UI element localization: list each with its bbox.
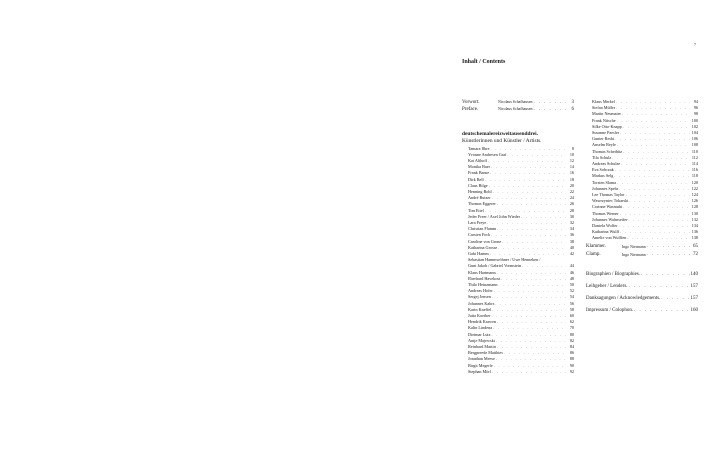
back-matter-4 [586,308,698,314]
artist-page: 46 [569,269,574,275]
artist-name: Johannes Spehr [592,185,619,191]
artist-name: Johannes Kahrs [468,300,495,306]
artist-name: Carsten Fock [468,232,491,238]
artist-page: 36 [569,232,574,238]
note-entries [586,243,698,259]
artist-name: Birgit Megerle [468,362,493,368]
leader-dots [640,272,690,278]
artist-name: Monika Baer [468,164,490,170]
artist-name: Stephan Mörl [468,368,491,374]
artist-name: Lee Thomas Taylor [592,192,625,198]
artist-page: 20 [569,182,574,188]
artist-name: Karin Kneffel [468,306,492,312]
artist-entry[interactable] [592,235,698,241]
back-matter-1 [586,272,698,278]
toc-entry[interactable] [586,272,698,278]
artist-name: Martin Neumaier [592,111,621,117]
artist-name: Yvonne Andresen Graf [468,151,507,157]
toc-entry[interactable] [462,106,574,113]
artist-page: 70 [569,325,574,331]
artist-name: Katharina Wulff [592,229,620,235]
artist-page: 88 [569,356,574,362]
entry-page: 72 [693,252,698,257]
artist-name: Bergpreede Matthies [468,350,503,356]
artist-name: Susanne Paesler [592,130,620,136]
artist-page: 54 [569,294,574,300]
artist-page: 112 [691,154,698,160]
artist-name: Klaus Hartmann [468,269,496,275]
artist-name: Eva Sobczak [592,167,614,173]
artist-name: Reinhard Martin [468,344,496,349]
artist-name: Andreas Hofer [468,288,493,294]
artist-name: Sergej Jensen [468,294,491,300]
section-subtitle: Künstlerinnen und Künstler / Artists. [462,138,542,144]
artist-page: 50 [569,281,574,287]
artist-page: 42 [569,250,574,256]
entry-title: Impressum / Colophon. [586,308,634,313]
artist-page: 48 [569,275,574,281]
artist-page: 38 [569,238,574,244]
artist-page: 28 [569,207,574,213]
artist-name: Frank Banse [468,170,490,176]
toc-entry[interactable] [586,308,698,314]
leader-dots [646,243,690,251]
artist-page: 122 [691,185,698,191]
artist-page: 8 [571,145,574,151]
entry-author: Ingo Niermann [622,245,646,249]
artist-name: Dietmar Lutz [468,331,491,337]
artist-page: 128 [691,204,698,210]
artist-name: Tim Eitel [468,207,484,213]
entry-author: Ingo Niermann [622,253,646,257]
page-number: 7 [694,42,696,47]
artist-page: 40 [569,244,574,250]
artist-page: 14 [569,164,574,170]
leader-dots [660,296,690,302]
entry-page: 3 [571,100,574,105]
artist-page: 124 [691,192,698,198]
artist-name: Thomas Scheibitz [592,148,623,154]
artist-page: 120 [691,179,698,185]
artist-name: Kai Althoff [468,157,488,163]
artist-name: Stefan Müller [592,105,616,111]
artist-page: 94 [693,99,698,104]
artist-name: Caroline von Grone [468,238,502,244]
artist-page: 10 [569,151,574,157]
toc-entry[interactable] [586,251,698,259]
artist-page: 96 [693,105,698,111]
artist-name: Johannes Wohnseifer [592,216,628,222]
toc-entry[interactable] [586,284,698,290]
artist-page: 80 [569,331,574,337]
entry-title: Biographien / Biographies. [586,272,641,277]
leader-dots [532,106,566,113]
artist-name: Tilo Schulz [592,154,612,160]
leader-dots [532,99,566,106]
artist-name: Gunter Reski [592,136,615,142]
artist-page: 102 [691,123,698,129]
artist-name: Gabi Hamm [468,250,489,256]
toc-entry[interactable] [586,243,698,251]
entry-page: 160 [690,308,698,313]
artist-name: Jeder Freer / Axel John Wieder [468,213,520,219]
artist-name: Wawrzyniec Tokarski [592,198,629,204]
entry-title: Klammer. [586,244,606,249]
artist-name: Amelie von Wulffen [592,235,627,241]
leader-dots [628,284,690,290]
artist-page: 98 [693,111,698,117]
artist-name: André Butzer [468,195,491,201]
artist-list-col2 [592,99,698,242]
artist-page: 136 [691,229,698,235]
artist-page: 126 [691,198,698,204]
entry-title: Vorwort. [462,100,480,105]
entry-title: Leihgeber / Lenders. [586,284,628,289]
artist-name: Torsten Slama [592,179,617,185]
artist-name: Lara Freye [468,219,487,225]
artist-list-col1 [468,146,574,376]
artist-name: Thomas Eggerer [468,201,496,207]
section-title: deutschemalereizweitausenddrei. [462,131,539,137]
artist-page: 30 [569,213,574,219]
artist-name: Thilo Heinzmann [468,281,498,287]
entry-page: 65 [693,244,698,249]
artist-name: Eberhard Havekost [468,275,501,281]
artist-page: 90 [569,362,574,368]
leader-dots [491,369,566,375]
artist-page: 12 [569,157,574,163]
artist-page: 18 [569,176,574,182]
artist-page: 56 [569,300,574,306]
artist-page: 82 [569,337,574,343]
artist-page: 22 [569,188,574,194]
leader-dots [626,235,690,241]
artist-page: 16 [569,170,574,176]
artist-name: Antje Majewski [468,337,495,343]
artist-name: Tamara Ilbre [468,145,490,151]
artist-page: 114 [691,161,698,167]
artist-name: Dirk Bell [468,176,484,182]
leader-dots [646,251,690,259]
artist-page: 100 [691,117,698,123]
artist-page: 34 [569,226,574,232]
entry-page: 157 [690,296,698,301]
artist-page: 32 [569,219,574,225]
toc-entry[interactable] [462,99,574,106]
entry-title: Clamp. [586,252,601,257]
entry-page: 140 [690,272,698,277]
artist-page: 24 [569,195,574,201]
artist-name: Klaus Merkel [592,99,615,104]
artist-page: 26 [569,201,574,207]
artist-name: Thomas Werner [592,210,619,216]
artist-page: 130 [691,210,698,216]
artist-name: Silke Otto-Knapp [592,123,622,129]
artist-page: 108 [691,142,698,148]
entry-title: Preface. [462,107,479,112]
artist-page: 118 [691,173,698,179]
artist-name: Corinne Wasmuht [592,204,623,210]
artist-page: 84 [569,344,574,349]
artist-page: 138 [691,235,698,241]
artist-name: Henning Bohl [468,188,492,194]
artist-page: 52 [569,288,574,294]
entry-author: Nicolaus Schafhausen [498,100,533,104]
artist-name: Claus Bilge [468,182,488,188]
artist-page: 106 [691,136,698,142]
entry-page: 6 [571,107,574,112]
artist-name: Jutta Koether [468,312,491,318]
artist-page: 86 [569,350,574,356]
artist-page: 132 [691,216,698,222]
artist-page: 134 [691,223,698,229]
artist-name: Christian Flamm [468,226,497,232]
entry-author: Nicolaus Schafhausen [498,107,533,111]
back-matter-2 [586,284,698,290]
artist-entry[interactable] [468,369,574,375]
artist-page: 92 [569,368,574,374]
entry-title: Danksagungen / Acknowledgements. [586,296,661,301]
artist-name: Kalin Lindena [468,325,493,331]
artist-page: 62 [569,319,574,325]
artist-page: 110 [691,148,698,154]
toc-entry[interactable] [586,296,698,302]
artist-name: Sebastian Hammwöhner / Uwe Henneken / [468,257,541,263]
entry-page: 157 [690,284,698,289]
artist-name: Frank Nitsche [592,117,616,123]
artist-page: 60 [569,312,574,318]
artist-name: Katharina Grosse [468,244,498,250]
artist-name: Anselm Reyle [592,142,616,148]
artist-page: 116 [691,167,698,173]
artist-name: Hendrik Krawen [468,319,497,325]
artist-name: Markus Selg [592,173,614,179]
artist-name: Gunt Jakob / Gabriel Vormstein [468,263,522,269]
artist-name: Daniela Wolfer [592,223,618,229]
artist-page: 44 [569,263,574,269]
artist-name: Jonathan Meese [468,356,495,362]
artist-name: Andreas Schulze [592,161,621,167]
back-matter-3 [586,296,698,302]
artist-page: 58 [569,306,574,312]
artist-page: 104 [691,130,698,136]
contents-heading: Inhalt / Contents [462,59,506,65]
leader-dots [633,308,690,314]
intro-entries [462,99,574,113]
